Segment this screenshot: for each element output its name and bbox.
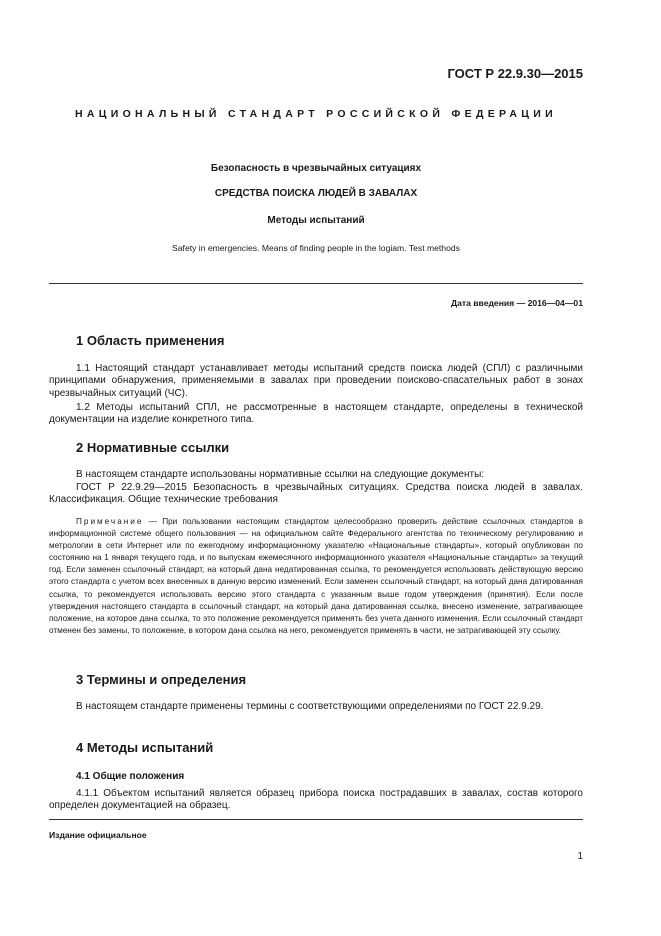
title-subtitle: Методы испытаний bbox=[267, 215, 365, 226]
section-3-heading: 3 Термины и определения bbox=[76, 672, 247, 687]
note-label: Примечание bbox=[76, 517, 144, 526]
note-text: — При пользовании настоящим стандартом целесообразно проверить действие ссылочных стандартов в информационной системе общего пользования — на официальном сайте Федерального агентства по техническому регулированию и метрологии в сети Интернет или по ежегодному информационному указателю «Национальные стандарты», который опубликован по состоянию на 1 января текущего года, и по выпускам ежемесячного информационного указателя «Национальные стандарты» за текущий год. Если заменен ссылочный стандарт, на который дана недатированная ссылка, то рекомендуется использовать действующую версию этого стандарта с учетом всех внесенных в данную версию изменений. Если заменен ссылочный стандарт, на который дана датированная ссылка, то рекомендуется использовать версию этого стандарта с указанным выше годом утверждения (принятия). Если после утверждения настоящего стандарта в ссылочный стандарт, на который дана датированная ссылка, внесено изменение, затрагивающее положение, на которое дана ссылка, то это положение рекомендуется применять без учета данного изменения. Если ссылочный стандарт отменен без замены, то положение, в котором дана ссылка на него, рекомендуется применять в части, не затрагивающей эту ссылку. bbox=[49, 517, 583, 635]
section-1-heading: 1 Область применения bbox=[76, 333, 225, 348]
section-2-reference: ГОСТ Р 22.9.29—2015 Безопасность в чрезвычайных ситуациях. Средства поиска людей в завалах. Классификация. Общие технические требования bbox=[49, 482, 583, 506]
introduction-date: Дата введения — 2016—04—01 bbox=[450, 298, 583, 308]
footer-divider bbox=[49, 819, 583, 820]
section-2-heading: 2 Нормативные ссылки bbox=[76, 440, 230, 455]
section-2-note bbox=[49, 516, 583, 637]
document-code: ГОСТ Р 22.9.30—2015 bbox=[447, 66, 583, 81]
section-4-heading: 4 Методы испытаний bbox=[76, 740, 214, 755]
official-edition-label: Издание официальное bbox=[49, 830, 147, 840]
page-number: 1 bbox=[577, 851, 583, 862]
section-3-paragraph-1: В настоящем стандарте применены термины с соответствующими определениями по ГОСТ 22.9.29. bbox=[76, 701, 544, 712]
subsection-4-1-heading: 4.1 Общие положения bbox=[76, 771, 185, 782]
section-1-paragraph-1: 1.1 Настоящий стандарт устанавливает методы испытаний средств поиска людей (СПЛ) с различными принципами обнаружения, применяемыми в завалах при проведении поисково-спасательных работ в зонах чрезвычайных ситуаций (ЧС). bbox=[49, 363, 583, 399]
section-4-paragraph-1: 4.1.1 Объектом испытаний является образец прибора поиска пострадавших в завалах, состав которого определен документацией на образец. bbox=[49, 788, 583, 812]
section-1-paragraph-2: 1.2 Методы испытаний СПЛ, не рассмотренные в настоящем стандарте, определены в технической документации на изделие конкретного типа. bbox=[49, 402, 583, 426]
title-main: СРЕДСТВА ПОИСКА ЛЮДЕЙ В ЗАВАЛАХ bbox=[214, 188, 418, 199]
national-standard-banner: НАЦИОНАЛЬНЫЙ СТАНДАРТ РОССИЙСКОЙ ФЕДЕРАЦИИ bbox=[75, 108, 557, 120]
header-divider bbox=[49, 283, 583, 284]
title-english: Safety in emergencies. Means of finding people in the logiam. Test methods bbox=[172, 243, 460, 253]
title-topic: Безопасность в чрезвычайных ситуациях bbox=[210, 163, 422, 174]
section-2-paragraph-1: В настоящем стандарте использованы нормативные ссылки на следующие документы: bbox=[76, 469, 485, 480]
